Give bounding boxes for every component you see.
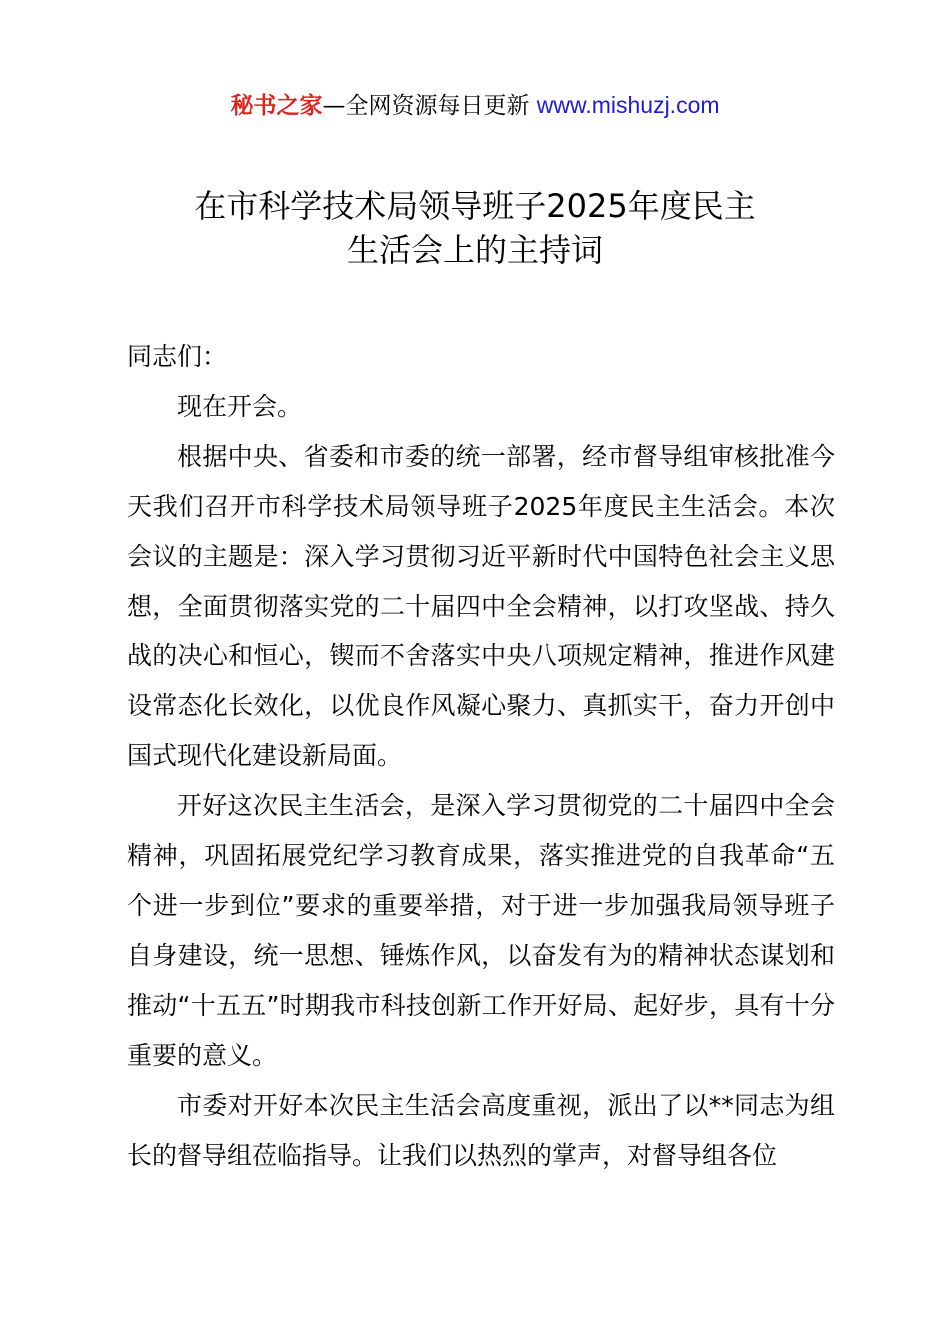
paragraph: 现在开会。 (177, 391, 303, 421)
salutation: 同志们： (127, 342, 228, 371)
document-body (127, 332, 835, 1180)
document-title (0, 184, 950, 272)
brand-name: 秘书之家 (230, 93, 323, 119)
site-header (0, 88, 950, 123)
header-tagline: —全网资源每日更新 (322, 93, 537, 119)
paragraph: 市委对开好本次民主生活会高度重视，派出了以**同志为组长的督导组莅临指导。让我们以热烈的掌声，对督导组各位 (127, 1090, 835, 1170)
paragraph: 根据中央、省委和市委的统一部署，经市督导组审核批准今天我们召开市科学技术局领导班子2025年度民主生活会。本次会议的主题是：深入学习贯彻习近平新时代中国特色社会主义思想，全面贯彻落实党的二十届四中全会精神，以打攻坚战、持久战的决心和恒心，锲而不舍落实中央八项规定精神，推进作风建设常态化长效化，以优良作风凝心聚力、真抓实干，奋力开创中国式现代化建设新局面。 (127, 441, 835, 771)
title-line-1: 在市科学技术局领导班子2025年度民主 (194, 187, 756, 225)
title-line-2: 生活会上的主持词 (346, 231, 603, 269)
site-url-link[interactable]: www.mishuzj.com (536, 92, 720, 118)
paragraph: 开好这次民主生活会，是深入学习贯彻党的二十届四中全会精神，巩固拓展党纪学习教育成果，落实推进党的自我革命“五个进一步到位”要求的重要举措，对于进一步加强我局领导班子自身建设，统一思想、锤炼作风，以奋发有为的精神状态谋划和推动“十五五”时期我市科技创新工作开好局、起好步，具有十分重要的意义。 (127, 791, 835, 1070)
